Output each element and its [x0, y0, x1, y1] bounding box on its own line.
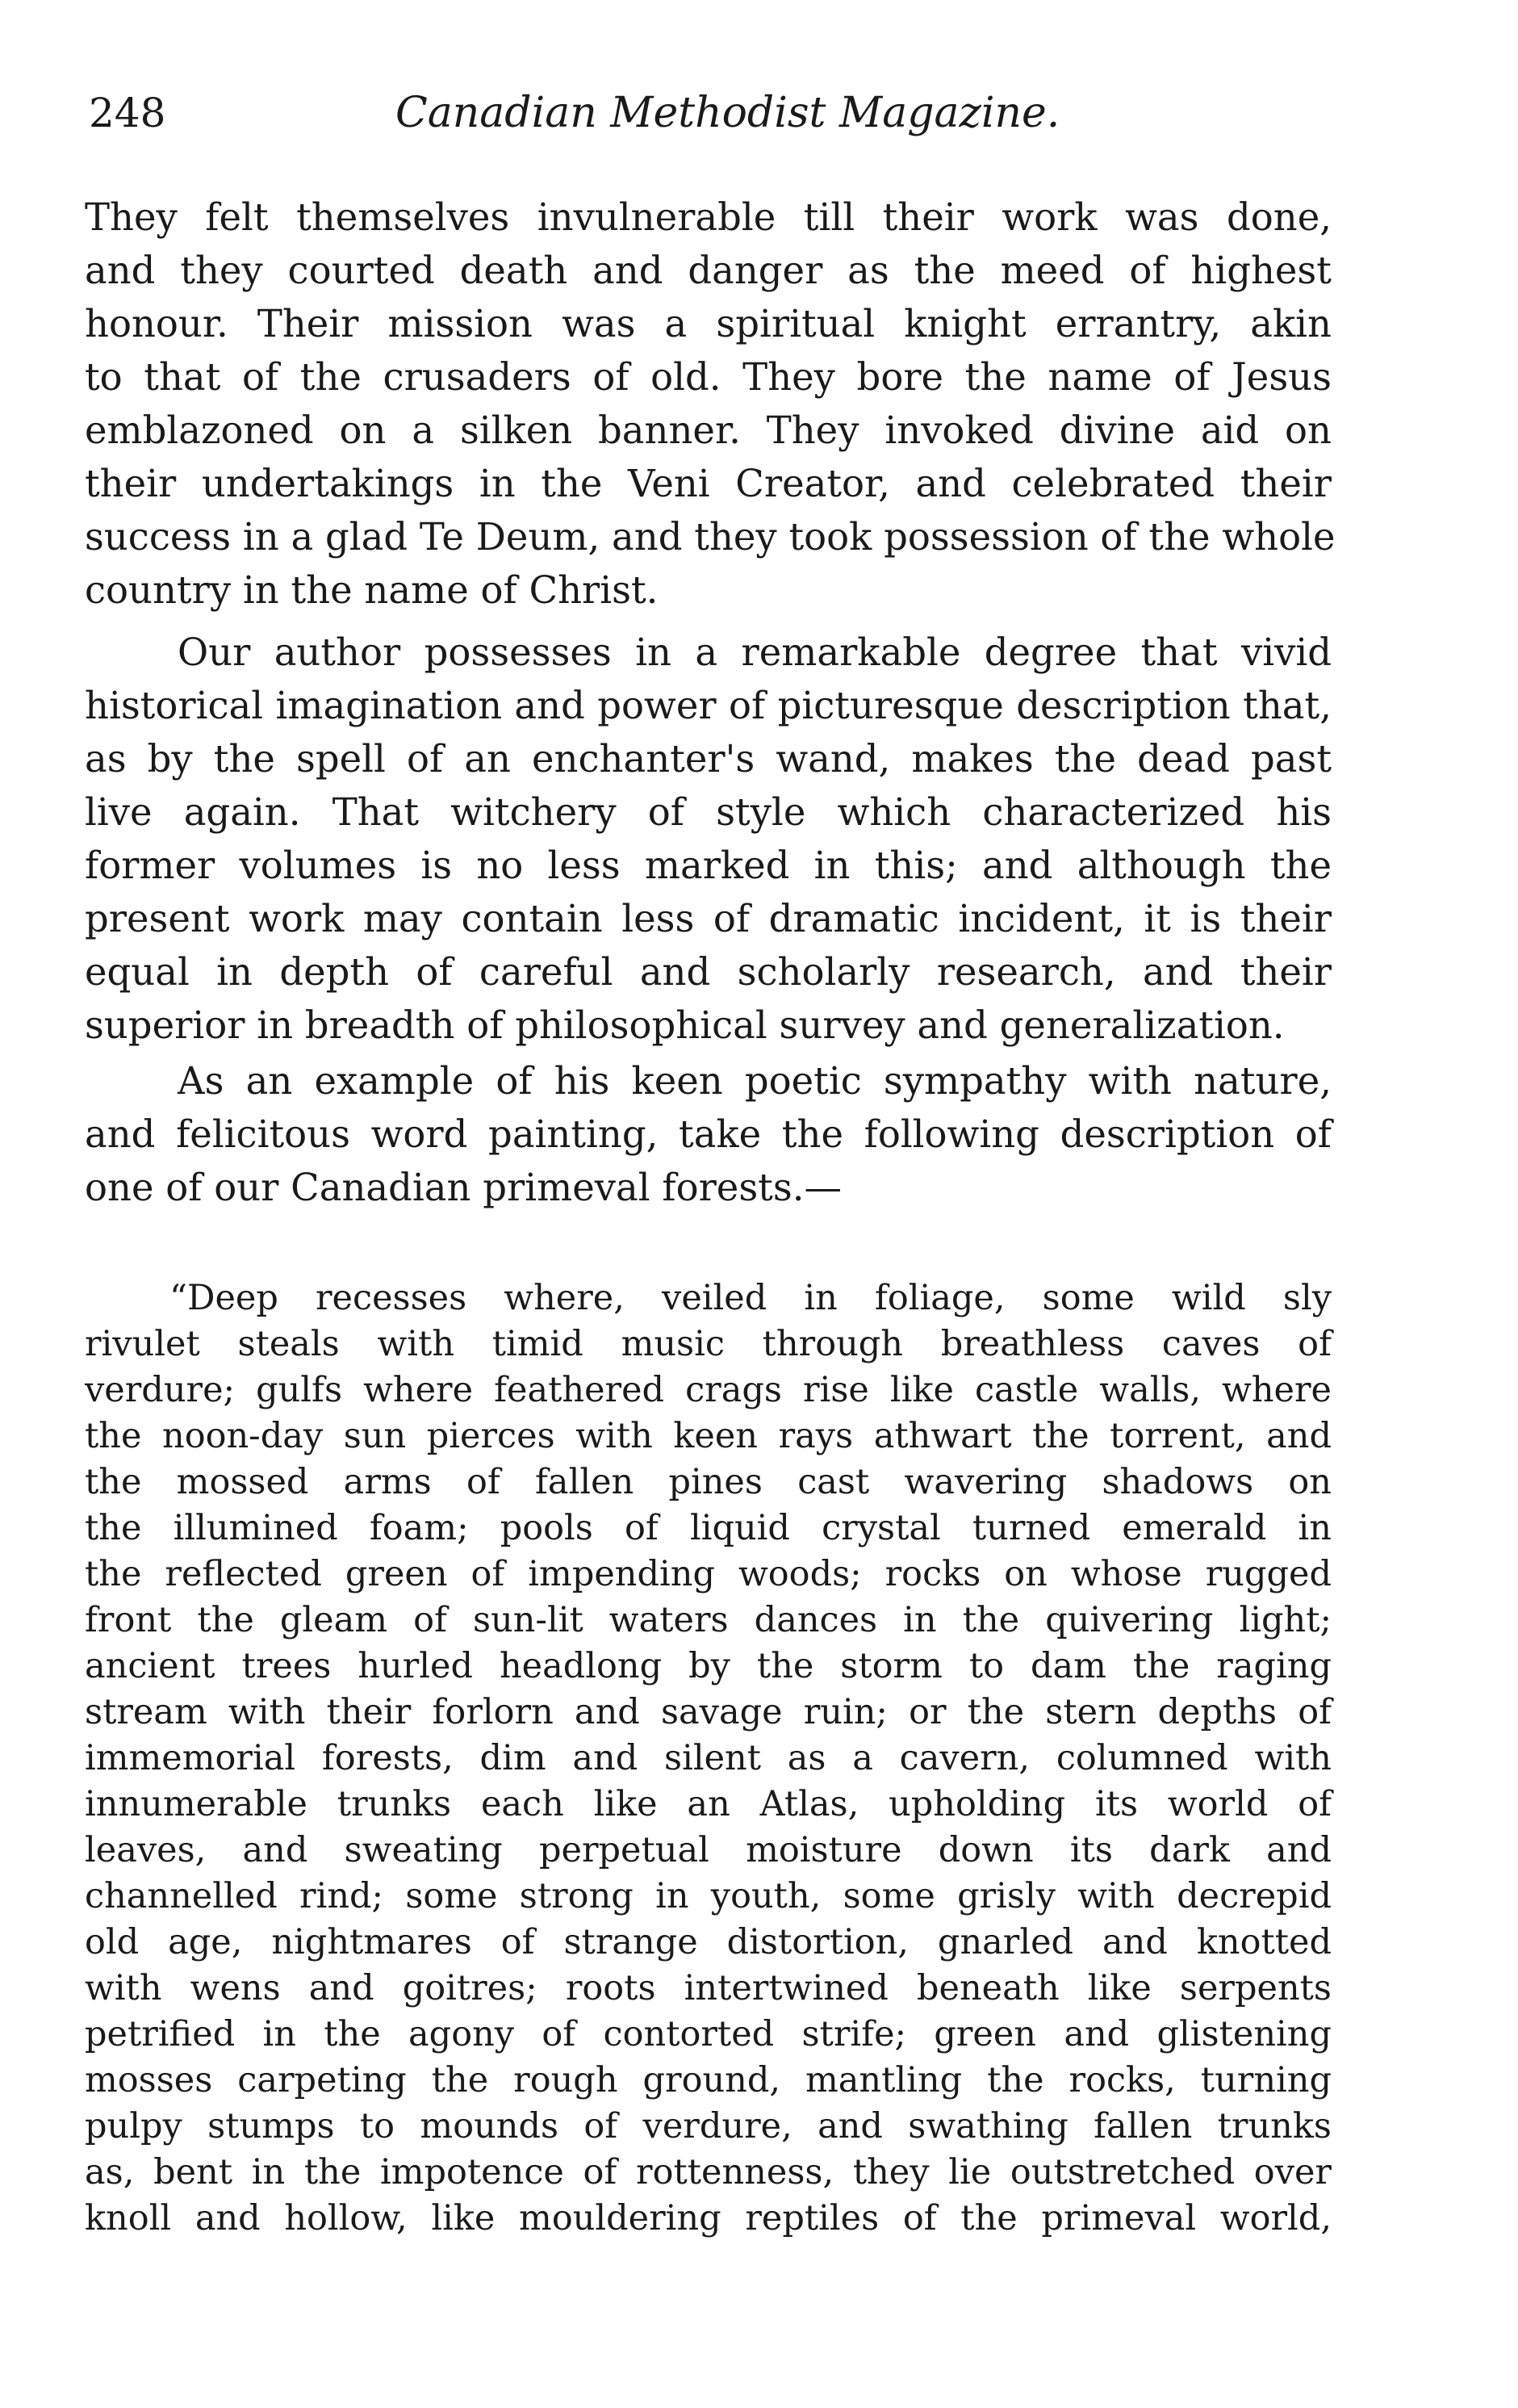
- text-line: live again. That witchery of style which characterized his: [85, 790, 1332, 834]
- quote-line: knoll and hollow, like mouldering reptiles of the primeval world,: [85, 2198, 1332, 2238]
- text-line: as by the spell of an enchanter's wand, makes the dead past: [85, 737, 1332, 781]
- text-line: country in the name of Christ.: [85, 568, 659, 612]
- page-number: 248: [89, 90, 166, 136]
- text-line: and felicitous word painting, take the following description of: [85, 1112, 1332, 1156]
- quote-line: innumerable trunks each like an Atlas, upholding its world of: [85, 1784, 1332, 1824]
- quote-line: the illumined foam; pools of liquid crystal turned emerald in: [85, 1508, 1332, 1548]
- text-line: and they courted death and danger as the meed of highest: [85, 249, 1332, 292]
- quote-line: old age, nightmares of strange distortion, gnarled and knotted: [85, 1922, 1332, 1962]
- text-line: to that of the crusaders of old. They bore the name of Jesus: [85, 355, 1332, 399]
- text-line: one of our Canadian primeval forests.—: [85, 1166, 843, 1209]
- running-title: Canadian Methodist Magazine.: [395, 89, 1060, 137]
- text-line: present work may contain less of dramatic incident, it is their: [85, 897, 1332, 940]
- text-line: As an example of his keen poetic sympathy with nature,: [178, 1059, 1332, 1103]
- quote-line: rivulet steals with timid music through breathless caves of: [85, 1324, 1332, 1364]
- text-line: Our author possesses in a remarkable degree that vivid: [178, 630, 1332, 674]
- quote-line: with wens and goitres; roots intertwined beneath like serpents: [85, 1968, 1332, 2008]
- quote-line: ancient trees hurled headlong by the storm to dam the raging: [85, 1646, 1332, 1686]
- quote-line: front the gleam of sun-lit waters dances in the quivering light;: [85, 1600, 1332, 1640]
- page-header: [89, 81, 1340, 145]
- quote-line: stream with their forlorn and savage ruin; or the stern depths of: [85, 1692, 1332, 1732]
- quote-line: the mossed arms of fallen pines cast wavering shadows on: [85, 1462, 1332, 1502]
- text-line: success in a glad Te Deum, and they took possession of the whole: [85, 515, 1336, 559]
- text-line: honour. Their mission was a spiritual knight errantry, akin: [85, 302, 1332, 345]
- quote-line: verdure; gulfs where feathered crags rise like castle walls, where: [85, 1370, 1332, 1410]
- text-line: equal in depth of careful and scholarly research, and their: [85, 950, 1332, 994]
- text-line: superior in breadth of philosophical survey and generalization.: [85, 1003, 1285, 1047]
- quote-line: channelled rind; some strong in youth, some grisly with decrepid: [85, 1876, 1332, 1916]
- quote-line: the reflected green of impending woods; rocks on whose rugged: [85, 1554, 1332, 1594]
- quote-line: “Deep recesses where, veiled in foliage, some wild sly: [169, 1278, 1332, 1318]
- quote-line: mosses carpeting the rough ground, mantling the rocks, turning: [85, 2060, 1332, 2100]
- quote-line: the noon-day sun pierces with keen rays athwart the torrent, and: [85, 1416, 1332, 1456]
- quote-line: immemorial forests, dim and silent as a cavern, columned with: [85, 1738, 1332, 1778]
- text-line: historical imagination and power of picturesque description that,: [85, 684, 1332, 727]
- quote-line: leaves, and sweating perpetual moisture down its dark and: [85, 1830, 1332, 1870]
- text-line: former volumes is no less marked in this; and although the: [85, 844, 1332, 887]
- text-line: They felt themselves invulnerable till their work was done,: [85, 195, 1332, 239]
- text-line: their undertakings in the Veni Creator, and celebrated their: [85, 462, 1332, 505]
- quote-line: pulpy stumps to mounds of verdure, and swathing fallen trunks: [85, 2106, 1332, 2146]
- text-line: emblazoned on a silken banner. They invoked divine aid on: [85, 408, 1332, 452]
- quote-line: petrified in the agony of contorted strife; green and glistening: [85, 2014, 1332, 2054]
- quote-line: as, bent in the impotence of rottenness, they lie outstretched over: [85, 2152, 1332, 2192]
